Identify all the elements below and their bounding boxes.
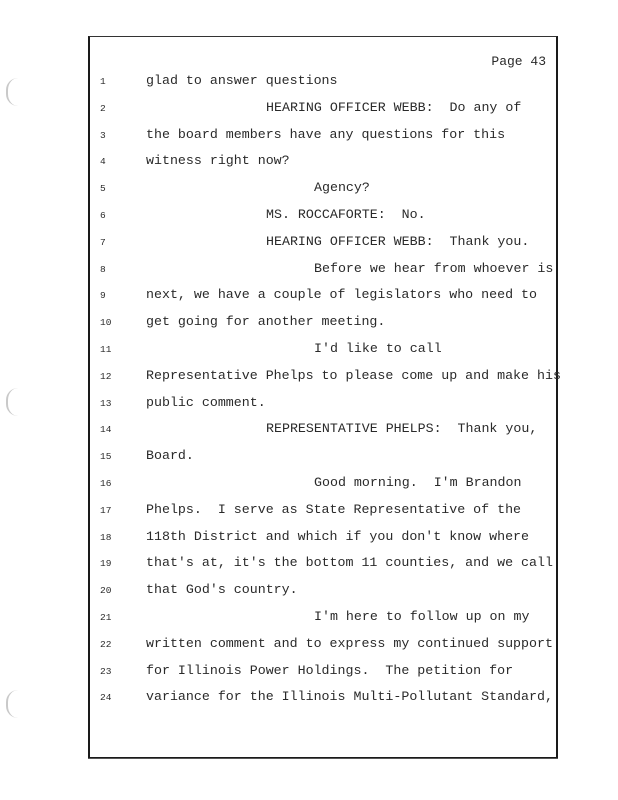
transcript-line xyxy=(0,234,616,254)
line-text: get going for another meeting. xyxy=(146,314,386,330)
transcript-line xyxy=(0,502,616,522)
transcript-line xyxy=(0,127,616,147)
line-number: 11 xyxy=(100,344,112,355)
line-text: written comment and to express my continued support xyxy=(146,635,553,651)
line-number: 7 xyxy=(100,236,106,248)
line-text: Good morning. I'm Brandon xyxy=(314,475,522,490)
line-text: Representative Phelps to please come up and make his xyxy=(146,367,561,383)
line-number: 19 xyxy=(100,558,112,570)
line-number: 4 xyxy=(100,156,106,168)
transcript-line xyxy=(0,529,616,549)
line-number: 12 xyxy=(100,370,112,382)
line-number: 22 xyxy=(100,638,112,650)
line-text: that's at, it's the bottom 11 counties, and we call xyxy=(146,555,553,571)
line-number: 5 xyxy=(100,183,106,195)
line-number: 13 xyxy=(100,397,112,409)
line-text: the board members have any questions for this xyxy=(146,126,506,142)
transcript-line xyxy=(0,153,616,173)
transcript-line xyxy=(0,663,616,683)
line-text: HEARING OFFICER WEBB: Thank you. xyxy=(266,233,530,249)
line-text: public comment. xyxy=(146,394,266,410)
line-text: I'd like to call xyxy=(314,341,442,356)
line-number: 24 xyxy=(100,692,112,704)
transcript-line xyxy=(0,180,616,200)
transcript-line xyxy=(0,314,616,334)
line-number: 10 xyxy=(100,317,112,329)
transcript-line xyxy=(0,341,616,361)
line-text: Phelps. I serve as State Representative of the xyxy=(146,501,522,517)
line-text: that God's country. xyxy=(146,582,298,598)
transcript-line xyxy=(0,636,616,656)
transcript-line xyxy=(0,368,616,388)
line-number: 9 xyxy=(100,290,106,302)
line-text: next, we have a couple of legislators who need to xyxy=(146,287,537,303)
transcript-line xyxy=(0,582,616,602)
transcript-line xyxy=(0,73,616,93)
line-number: 2 xyxy=(100,102,106,114)
transcript-line xyxy=(0,207,616,227)
transcript-line xyxy=(0,555,616,575)
line-text: Agency? xyxy=(314,180,370,196)
line-text: 118th District and which if you don't know where xyxy=(146,528,530,544)
line-number: 20 xyxy=(100,585,112,597)
line-text: MS. ROCCAFORTE: No. xyxy=(266,207,426,222)
line-text: variance for the Illinois Multi-Pollutant Standard, xyxy=(146,689,553,705)
line-text: Before we hear from whoever is xyxy=(314,260,554,276)
line-number: 14 xyxy=(100,424,112,436)
line-text: REPRESENTATIVE PHELPS: Thank you, xyxy=(266,421,538,437)
line-number: 18 xyxy=(100,531,112,543)
line-number: 1 xyxy=(100,76,106,87)
line-number: 15 xyxy=(100,451,112,463)
line-text: I'm here to follow up on my xyxy=(314,609,530,624)
transcript-line xyxy=(0,475,616,495)
page-number: Page 43 xyxy=(491,54,546,69)
line-number: 17 xyxy=(100,504,112,516)
bottom-rule xyxy=(88,758,558,759)
transcript-line xyxy=(0,100,616,120)
line-text: for Illinois Power Holdings. The petition for xyxy=(146,662,514,678)
line-text: witness right now? xyxy=(146,153,290,169)
transcript-line xyxy=(0,609,616,629)
line-number: 23 xyxy=(100,665,112,677)
line-text: glad to answer questions xyxy=(146,73,338,88)
line-number: 6 xyxy=(100,210,106,221)
transcript-line xyxy=(0,689,616,709)
transcript-line xyxy=(0,448,616,468)
line-number: 16 xyxy=(100,478,112,489)
transcript-line xyxy=(0,421,616,441)
line-number: 21 xyxy=(100,612,112,623)
transcript-line xyxy=(0,287,616,307)
transcript-line xyxy=(0,261,616,281)
transcript-line xyxy=(0,395,616,415)
line-text: Board. xyxy=(146,448,194,464)
line-number: 3 xyxy=(100,129,106,141)
line-number: 8 xyxy=(100,263,106,275)
line-text: HEARING OFFICER WEBB: Do any of xyxy=(266,99,522,115)
